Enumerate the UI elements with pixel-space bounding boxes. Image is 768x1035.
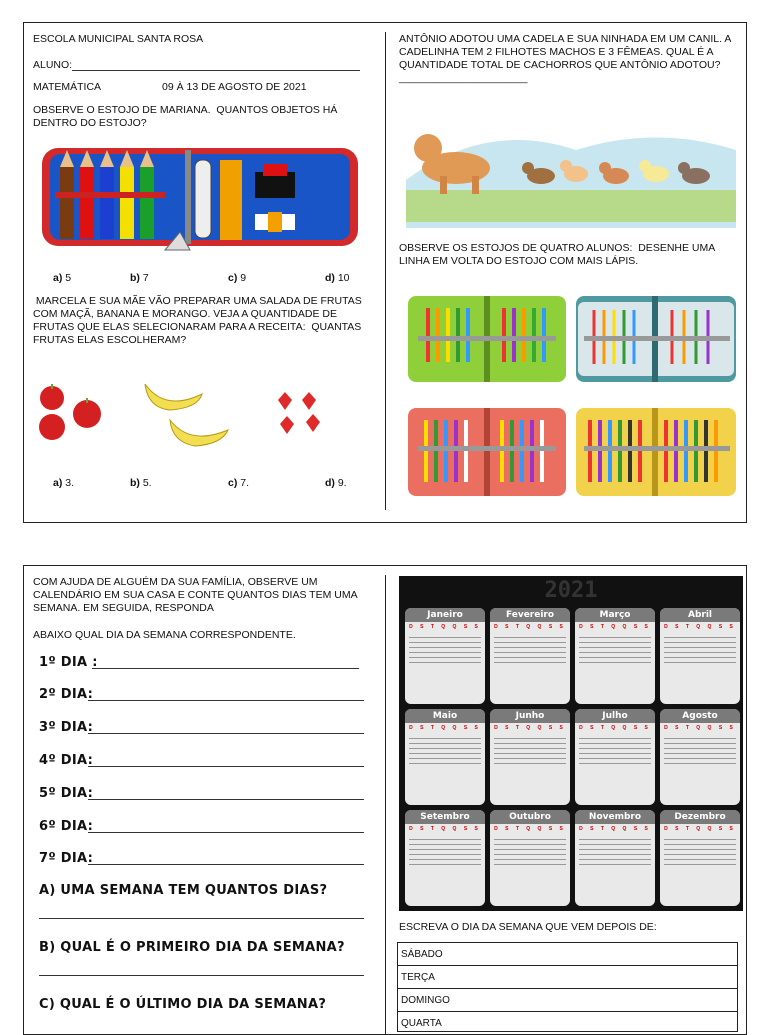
question-pencil-case: OBSERVE O ESTOJO DE MARIANA. QUANTOS OBJETOS HÁ DENTRO DO ESTOJO? [33, 104, 341, 129]
date-range: 09 À 13 DE AGOSTO DE 2021 [162, 81, 307, 93]
calendar-month-card [660, 810, 740, 906]
table-row-sabado[interactable]: SÁBADO [398, 943, 737, 966]
school-name: ESCOLA MUNICIPAL SANTA ROSA [33, 33, 204, 45]
four-pencil-cases-illustration [408, 292, 738, 498]
bottom-column-divider [385, 575, 386, 1035]
calendar-month-name: Outubro [490, 810, 570, 824]
next-day-instruction: ESCREVA O DIA DA SEMANA QUE VEM DEPOIS DE: [399, 921, 657, 933]
calendar-weekday-header: D S T Q Q S S [409, 624, 481, 630]
day-2-label: 2º DIA: [39, 687, 94, 702]
question-dogs: ANTÔNIO ADOTOU UMA CADELA E SUA NINHADA EM UM CANIL. A CADELINHA TEM 2 FILHOTES MACHOS E 3 FÊMEAS. QUAL É A QUANTIDADE TOTAL DE CACHORROS QUE ANTÔNIO ADOTOU? ______________________ [399, 33, 734, 84]
day-7-answer-line[interactable] [88, 864, 364, 865]
yellow-pencil-case-icon [576, 408, 736, 496]
table-row-domingo[interactable]: DOMINGO [398, 989, 737, 1012]
calendar-weekday-header: D S T Q Q S S [409, 826, 481, 832]
student-name-line[interactable] [72, 70, 360, 71]
calendar-month-card [490, 810, 570, 906]
calendar-day-grid [660, 834, 740, 870]
question-a-week-days: A) UMA SEMANA TEM QUANTOS DIAS? [39, 883, 328, 898]
day-6-answer-line[interactable] [88, 832, 364, 833]
calendar-intro-2: ABAIXO QUAL DIA DA SEMANA CORRESPONDENTE. [33, 629, 296, 641]
calendar-weekday-header: D S T Q Q S S [579, 826, 651, 832]
q2-option-b[interactable]: b) 5. [130, 477, 152, 489]
calendar-day-grid [575, 632, 655, 668]
student-label: ALUNO: [33, 59, 73, 71]
subject-label: MATEMÁTICA [33, 81, 102, 93]
calendar-weekday-header: D S T Q Q S S [579, 624, 651, 630]
calendar-year: 2021 [544, 578, 598, 603]
calendar-month-card [575, 810, 655, 906]
strawberries-icon [278, 392, 320, 434]
day-5-answer-line[interactable] [88, 799, 364, 800]
salmon-pencil-case-icon [408, 408, 566, 496]
day-7-label: 7º DIA: [39, 851, 94, 866]
day-6-label: 6º DIA: [39, 819, 94, 834]
day-4-label: 4º DIA: [39, 753, 94, 768]
question-fruit-salad: MARCELA E SUA MÃE VÃO PREPARAR UMA SALADA DE FRUTAS COM MAÇÃ, BANANA E MORANGO. VEJA A QUANTIDADE DE FRUTAS QUE ELAS SELECIONARAM PARA A RECEITA: QUANTAS FRUTAS ELAS ESCOLHERAM? [33, 295, 365, 346]
calendar-month-card [575, 709, 655, 805]
calendar-weekday-header: D S T Q Q S S [664, 624, 736, 630]
question-b-first-day: B) QUAL É O PRIMEIRO DIA DA SEMANA? [39, 940, 345, 955]
calendar-month-card [490, 608, 570, 704]
calendar-weekday-header: D S T Q Q S S [664, 725, 736, 731]
calendar-month-name: Março [575, 608, 655, 622]
calendar-month-name: Julho [575, 709, 655, 723]
calendar-month-card [575, 608, 655, 704]
calendar-month-card [405, 608, 485, 704]
calendar-weekday-header: D S T Q Q S S [494, 826, 566, 832]
calendar-day-grid [405, 733, 485, 769]
calendar-weekday-header: D S T Q Q S S [494, 624, 566, 630]
calendar-month-card [660, 709, 740, 805]
day-5-label: 5º DIA: [39, 786, 94, 801]
calendar-month-card [660, 608, 740, 704]
question-pencil-cases-four: OBSERVE OS ESTOJOS DE QUATRO ALUNOS: DESENHE UMA LINHA EM VOLTA DO ESTOJO COM MAIS LÁPIS. [399, 242, 718, 267]
calendar-month-name: Novembro [575, 810, 655, 824]
calendar-day-grid [490, 733, 570, 769]
calendar-day-grid [575, 834, 655, 870]
calendar-month-card [405, 810, 485, 906]
day-2-answer-line[interactable] [88, 700, 364, 701]
q1-option-a[interactable]: a) 5 [53, 272, 72, 284]
q2-option-a[interactable]: a) 3. [53, 477, 75, 489]
calendar-month-name: Fevereiro [490, 608, 570, 622]
calendar-month-name: Agosto [660, 709, 740, 723]
day-1-label: 1º DIA : [39, 655, 98, 670]
day-3-label: 3º DIA: [39, 720, 94, 735]
calendar-day-grid [660, 632, 740, 668]
q1-option-c[interactable]: c) 9 [228, 272, 247, 284]
q2-option-c[interactable]: c) 7. [228, 477, 250, 489]
q1-option-b[interactable]: b) 7 [130, 272, 149, 284]
calendar-month-card [490, 709, 570, 805]
calendar-2021 [399, 576, 743, 911]
table-row-terca[interactable]: TERÇA [398, 966, 737, 989]
day-3-answer-line[interactable] [88, 733, 364, 734]
q1-option-d[interactable]: d) 10 [325, 272, 350, 284]
teal-pencil-case-icon [576, 296, 736, 382]
calendar-day-grid [575, 733, 655, 769]
calendar-day-grid [405, 834, 485, 870]
top-column-divider [385, 32, 386, 510]
calendar-weekday-header: D S T Q Q S S [664, 826, 736, 832]
calendar-weekday-header: D S T Q Q S S [579, 725, 651, 731]
question-c-last-day: C) QUAL É O ÚLTIMO DIA DA SEMANA? [39, 997, 327, 1012]
calendar-intro: COM AJUDA DE ALGUÉM DA SUA FAMÍLIA, OBSERVE UM CALENDÁRIO EM SUA CASA E CONTE QUANTOS DIAS TEM UMA SEMANA. EM SEGUIDA, RESPONDA [33, 576, 360, 614]
calendar-day-grid [405, 632, 485, 668]
calendar-month-name: Abril [660, 608, 740, 622]
day-1-answer-line[interactable] [92, 668, 359, 669]
next-day-table [397, 942, 738, 1032]
calendar-month-name: Maio [405, 709, 485, 723]
calendar-month-name: Setembro [405, 810, 485, 824]
calendar-month-name: Dezembro [660, 810, 740, 824]
apples-icon [39, 384, 101, 440]
calendar-month-name: Junho [490, 709, 570, 723]
calendar-weekday-header: D S T Q Q S S [494, 725, 566, 731]
green-pencil-case-icon [408, 296, 566, 382]
day-4-answer-line[interactable] [88, 766, 364, 767]
question-b-answer-line[interactable] [39, 975, 364, 976]
calendar-day-grid [490, 834, 570, 870]
calendar-day-grid [660, 733, 740, 769]
fruits-illustration [30, 372, 370, 462]
bananas-icon [145, 384, 228, 446]
calendar-weekday-header: D S T Q Q S S [409, 725, 481, 731]
pencil-case-illustration [40, 142, 360, 257]
dogs-illustration [406, 110, 736, 228]
calendar-day-grid [490, 632, 570, 668]
table-row-quarta[interactable]: QUARTA [401, 1018, 442, 1029]
calendar-month-name: Janeiro [405, 608, 485, 622]
calendar-month-card [405, 709, 485, 805]
q2-option-d[interactable]: d) 9. [325, 477, 347, 489]
question-a-answer-line[interactable] [39, 918, 364, 919]
